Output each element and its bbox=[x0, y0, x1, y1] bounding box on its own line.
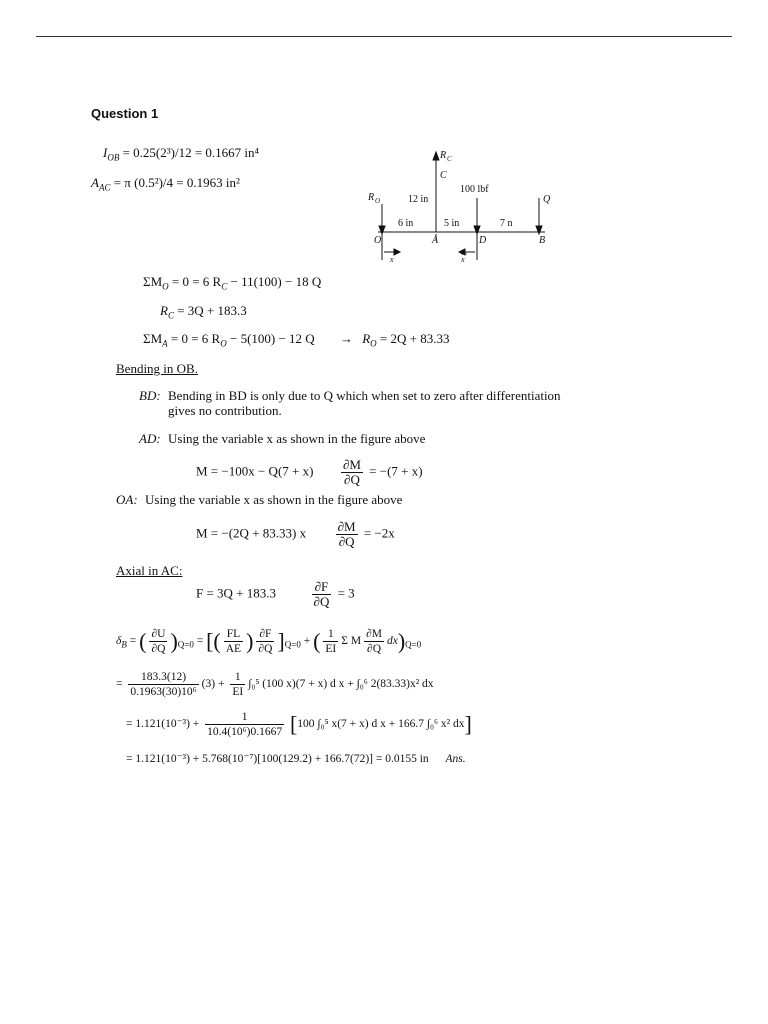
du-num: ∂U bbox=[151, 628, 166, 640]
dim-7-label: 7 n bbox=[500, 218, 513, 229]
bending-one-ei-fraction bbox=[230, 670, 245, 699]
axial-equation bbox=[196, 580, 355, 609]
ad-label bbox=[139, 431, 161, 447]
moment-of-inertia-line: $I_{OB} = 0.25(2^3)/12 = 0.1667$ in⁴ bbox=[103, 145, 260, 163]
oa-dm-fraction bbox=[336, 520, 358, 549]
df-fraction bbox=[312, 580, 332, 609]
dm-dq-fraction bbox=[364, 627, 384, 656]
castigliano-line-3: = 1.121(10⁻³) + $\frac{1}{\text{10.4(10⁶)0.1667}}$ [100 ∫₀⁵ x(7 + x) d x + 166.7 ∫₀⁶ x² dx] bbox=[126, 711, 472, 738]
one-num: 1 bbox=[323, 627, 338, 642]
line3-den: 10.4(10⁶)0.1667 bbox=[207, 726, 283, 738]
bd-text-1: Bending in BD is only due to Q which when set to zero after differentiation bbox=[168, 388, 561, 403]
sum-ma-equation bbox=[143, 331, 449, 349]
i-ob-value: = 0.25(2³)/12 = 0.1667 in⁴ bbox=[122, 145, 260, 160]
line3-fraction bbox=[205, 710, 284, 739]
oa-moment-equation bbox=[196, 520, 395, 549]
sum-mo-equation bbox=[143, 274, 321, 292]
df-num: ∂F bbox=[312, 580, 332, 595]
ad-dm-num: ∂M bbox=[342, 457, 361, 472]
ro-lhs-sub: O bbox=[370, 338, 377, 349]
axial-force: F = 3Q + 183.3 bbox=[196, 585, 277, 601]
a-ac-value: = π (0.5²)/4 = 0.1963 in² bbox=[113, 175, 240, 190]
dim-12-label: 12 in bbox=[408, 194, 429, 205]
ro-rhs: = 2Q + 83.33 bbox=[376, 331, 450, 346]
sum-mo-tail: − 11(100) − 18 Q bbox=[227, 274, 322, 289]
q-label: Q bbox=[543, 194, 551, 205]
bending-heading: Bending in OB. bbox=[116, 361, 198, 376]
q-zero-sub-2: Q=0 bbox=[284, 639, 301, 650]
rc-label-sub: C bbox=[447, 155, 452, 163]
rc-lhs: R bbox=[160, 303, 168, 318]
bd-label bbox=[139, 388, 161, 404]
df-rhs: = 3 bbox=[337, 585, 355, 601]
sum-mo-sub: O bbox=[162, 281, 169, 292]
oa-text: Using the variable x as shown in the figure above bbox=[145, 492, 403, 507]
ad-dm-den: ∂Q bbox=[344, 472, 360, 487]
oa-label bbox=[116, 492, 138, 508]
ro-arrow-head bbox=[379, 226, 385, 234]
delta-sub: B bbox=[121, 639, 127, 650]
du-den: ∂Q bbox=[151, 643, 166, 655]
area-line: $A_{AC} = \pi$ (0.5²)/4 = 0.1963 in² bbox=[91, 175, 240, 193]
x-arrow-head bbox=[394, 249, 400, 255]
rc-equation bbox=[160, 303, 247, 321]
rc-label: R bbox=[440, 150, 447, 161]
load-label: 100 lbf bbox=[460, 184, 489, 195]
df-dq-fraction bbox=[256, 627, 274, 656]
axial-heading: Axial in AC: bbox=[116, 563, 183, 578]
du-dq-fraction bbox=[149, 627, 167, 656]
axial-term-num: 183.3(12) bbox=[128, 670, 198, 685]
castigliano-line-2: = $\frac{183.3(12)}{\text{0.1963(30)10⁶}}$ (3) + $\frac{1}{EI}$ ∫₀⁵ (100 x)(7 + x) d x + ∫₀⁶ 2(83.33)x² dx bbox=[116, 671, 434, 698]
point-d-label: D bbox=[479, 235, 487, 246]
axial-term-den: 0.1963(30)10⁶ bbox=[130, 686, 197, 698]
oa-dm-rhs: = −2x bbox=[363, 525, 395, 541]
rc-arrow-head bbox=[433, 152, 439, 160]
ad-dm-fraction bbox=[341, 458, 363, 487]
dm-num: ∂M bbox=[366, 628, 382, 640]
sum-ma-tail: − 5(100) − 12 Q bbox=[226, 331, 315, 346]
one-ei-fraction bbox=[323, 627, 338, 656]
load-arrow-head bbox=[474, 226, 480, 234]
point-c-label: C bbox=[440, 170, 447, 181]
integral-expression: ∫₀⁵ (100 x)(7 + x) d x + ∫₀⁶ 2(83.33)x² dx bbox=[248, 678, 434, 691]
ei-den: EI bbox=[325, 643, 337, 655]
dim-6-label: 6 in bbox=[398, 218, 414, 229]
castigliano-line-4 bbox=[126, 751, 466, 765]
bd-text-2: gives no contribution. bbox=[168, 403, 282, 418]
axial-term-rest: (3) + bbox=[201, 678, 225, 691]
q-arrow-head bbox=[536, 226, 542, 234]
sum-ma-sub: A bbox=[162, 338, 168, 349]
sum-ma-symbol: ΣM bbox=[143, 331, 163, 346]
bending-ei-den: EI bbox=[232, 686, 244, 698]
df-den: ∂Q bbox=[313, 594, 330, 609]
rc-lhs-sub: C bbox=[167, 310, 174, 321]
rc-rhs: = 3Q + 183.3 bbox=[173, 303, 247, 318]
answer-label: Ans. bbox=[445, 753, 466, 765]
point-o-label: O bbox=[374, 235, 382, 246]
dx: dx bbox=[386, 635, 398, 648]
ae-den: AE bbox=[225, 643, 242, 655]
ad-moment: M = −100x − Q(7 + x) bbox=[196, 463, 314, 479]
oa-moment: M = −(2Q + 83.33) x bbox=[196, 525, 307, 541]
page-title: Question 1 bbox=[91, 106, 159, 121]
bending-one-num: 1 bbox=[230, 670, 245, 685]
final-result: = 1.121(10⁻³) + 5.768(10⁻⁷)[100(129.2) + 166.7(72)] = 0.0155 in bbox=[126, 753, 429, 765]
point-b-label: B bbox=[539, 235, 546, 246]
dim-5-label: 5 in bbox=[444, 218, 460, 229]
oa-label-text: OA: bbox=[116, 492, 138, 507]
line3-bracket-content: 100 ∫₀⁵ x(7 + x) d x + 166.7 ∫₀⁶ x² dx bbox=[297, 718, 465, 731]
sum-mo-rest: = 0 = 6 R bbox=[168, 274, 222, 289]
ro-label-sub: O bbox=[375, 197, 381, 205]
fl-num: FL bbox=[224, 627, 243, 642]
point-a-label: A bbox=[432, 235, 439, 246]
ro-lhs: R bbox=[362, 331, 371, 346]
oa-dm-num: ∂M bbox=[337, 519, 356, 534]
dm-den: ∂Q bbox=[367, 643, 382, 655]
ad-text: Using the variable x as shown in the figure above bbox=[168, 431, 426, 446]
x-label: x bbox=[390, 255, 394, 264]
bd-label-text: BD: bbox=[139, 388, 161, 403]
sum-mo-symbol: ΣM bbox=[143, 274, 163, 289]
ad-label-text: AD: bbox=[139, 431, 161, 446]
delta-symbol: δ bbox=[116, 635, 122, 648]
sum-mo-rc-sub: C bbox=[221, 281, 228, 292]
castigliano-line-1: $\delta_B$ = ( $\frac{\partial U}{\partial Q}$ )$_{Q=0}$ = [( $\frac{FL}{AE}$ ) $\frac{\partial F}{\partial Q}$ ]$_{Q=0}$ + ( $\frac{1}{EI}$ Σ M $\frac{\partial M}{\partial Q}$ $dx)_{Q=0}$ bbox=[116, 628, 422, 655]
q-zero-sub-3: Q=0 bbox=[405, 639, 422, 650]
sum-m: Σ M bbox=[341, 635, 362, 648]
header-rule bbox=[36, 36, 732, 37]
df-num-2: ∂F bbox=[256, 627, 274, 642]
ro-label: R bbox=[368, 192, 375, 203]
df-den-2: ∂Q bbox=[258, 643, 273, 655]
xbar-label: x bbox=[461, 255, 465, 264]
sum-ma-ro-sub: O bbox=[220, 338, 227, 349]
ad-moment-equation bbox=[196, 458, 423, 487]
axial-term-fraction bbox=[128, 670, 198, 699]
line3-num: 1 bbox=[205, 710, 284, 725]
fl-ae-fraction bbox=[224, 627, 243, 656]
beam-figure bbox=[360, 140, 580, 270]
sum-ma-rest: = 0 = 6 R bbox=[167, 331, 221, 346]
q-zero-sub-1: Q=0 bbox=[177, 639, 194, 650]
implies-arrow: → bbox=[339, 331, 353, 346]
line3-prefix: = 1.121(10⁻³) + bbox=[126, 718, 200, 731]
ad-dm-rhs: = −(7 + x) bbox=[369, 463, 423, 479]
oa-dm-den: ∂Q bbox=[338, 534, 355, 549]
